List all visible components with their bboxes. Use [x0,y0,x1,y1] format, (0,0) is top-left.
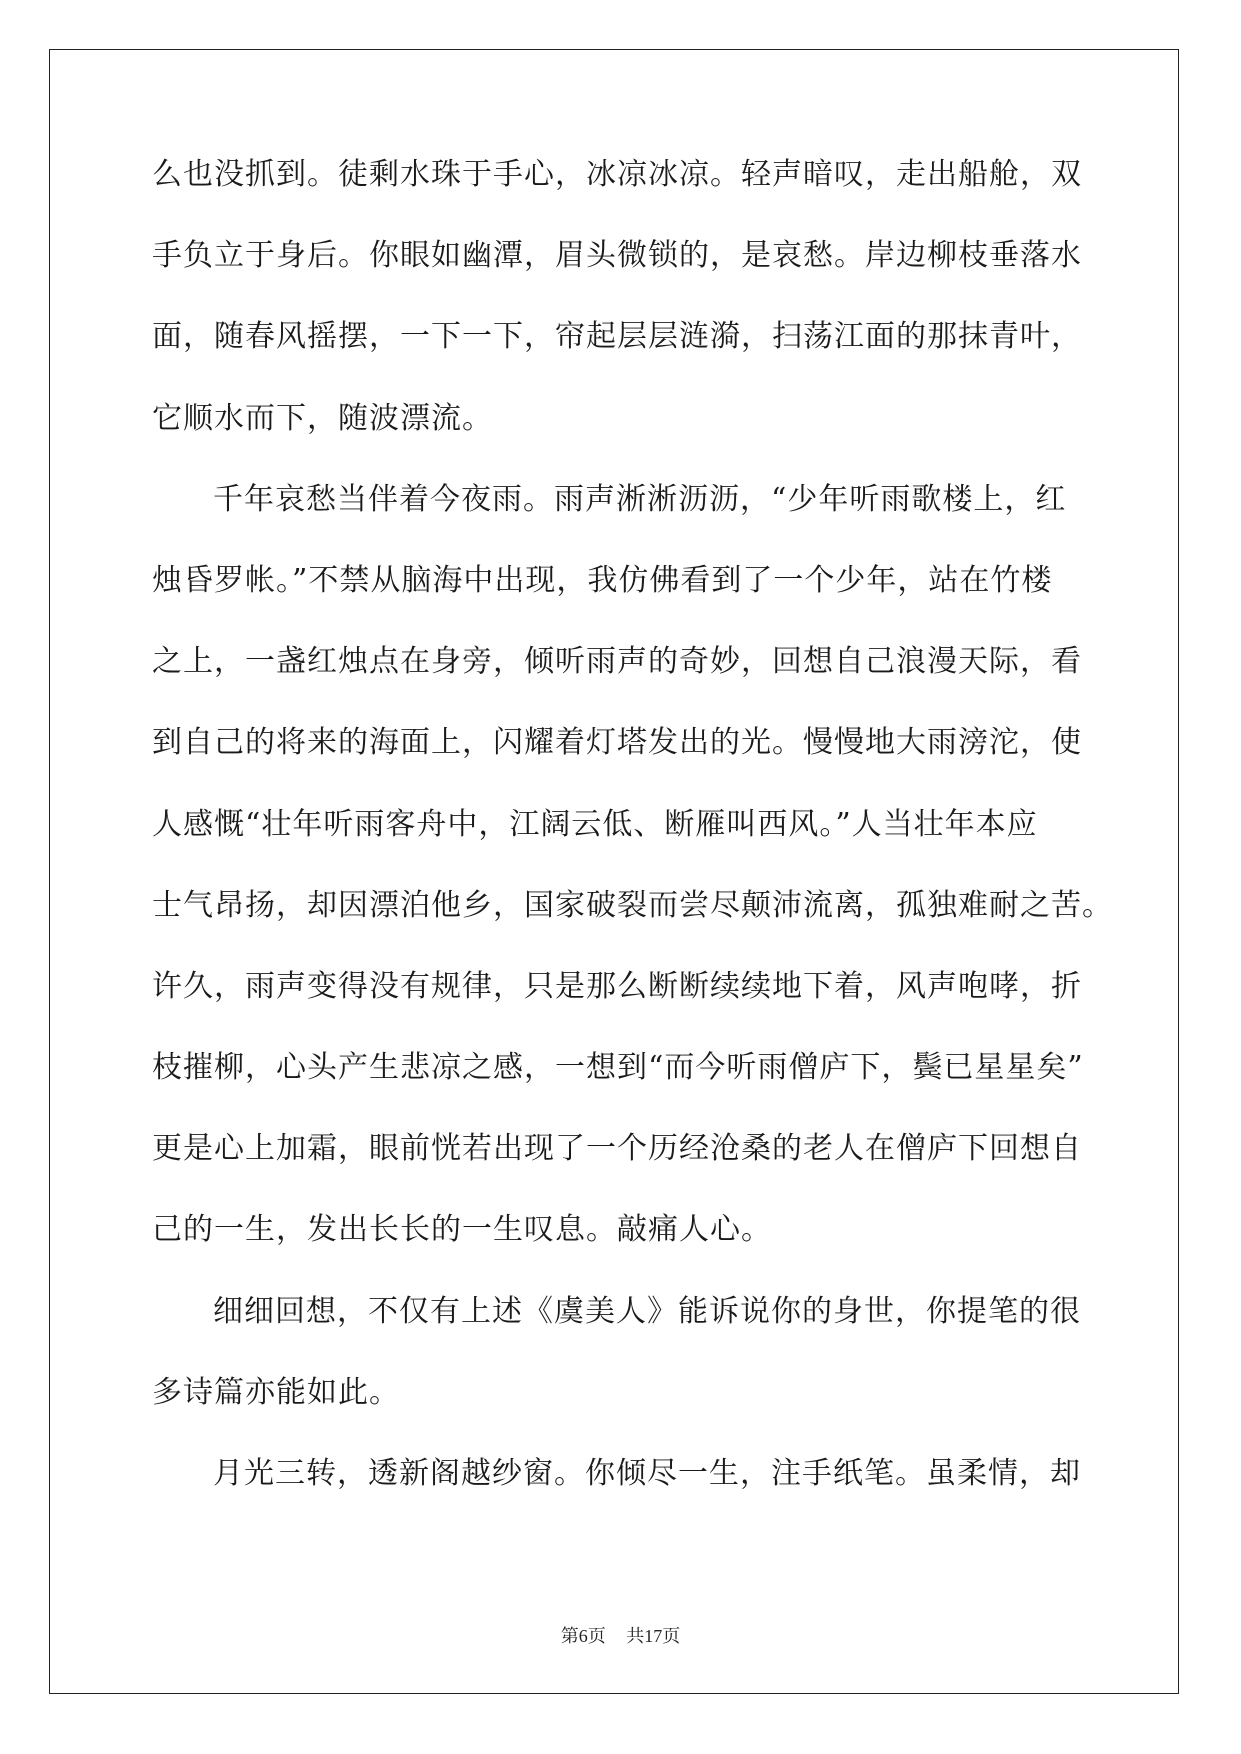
text-line: 面，随春风摇摆，一下一下，帘起层层涟漪，扫荡江面的那抹青叶， [152,319,1082,355]
paragraph-start-line: 月光三转，透新阁越纱窗。你倾尽一生，注手纸笔。虽柔情，却 [213,1456,1081,1491]
text-line: 么也没抓到。徒剩水珠于手心，冰凉冰凉。轻声暗叹，走出船舱，双 [152,157,1082,192]
text-line: 手负立于身后。你眼如幽潭，眉头微锁的，是哀愁。岸边柳枝垂落水 [152,238,1082,274]
text-line: 它顺水而下，随波漂流。 [152,400,493,436]
text-line: 多诗篇亦能如此。 [152,1374,400,1410]
text-line: 枝摧柳，心头产生悲凉之感，一想到“而今听雨僧庐下，鬓已星星矣” [152,1050,1084,1086]
text-line: 烛昏罗帐。”不禁从脑海中出现，我仿佛看到了一个少年，站在竹楼 [152,562,1053,598]
page-number: 第6页 [560,1626,606,1646]
text-line: 更是心上加霜，眼前恍若出现了一个历经沧桑的老人在僧庐下回想自 [152,1131,1082,1167]
text-line: 到自己的将来的海面上，闪耀着灯塔发出的光。慢慢地大雨滂沱，使 [152,725,1082,761]
page-footer [0,1626,1241,1646]
text-line: 许久，雨声变得没有规律，只是那么断断续续地下着，风声咆哮，折 [152,968,1082,1004]
text-line: 士气昂扬，却因漂泊他乡，国家破裂而尝尽颠沛流离，孤独难耐之苦。 [152,887,1113,923]
document-body [152,157,1113,1540]
text-line: 己的一生，发出长长的一生叹息。敲痛人心。 [152,1212,772,1248]
paragraph-start-line: 千年哀愁当伴着今夜雨。雨声淅淅沥沥，“少年听雨歌楼上，红 [213,481,1067,517]
page-total: 共17页 [626,1626,681,1646]
text-line: 之上，一盏红烛点在身旁，倾听雨声的奇妙，回想自己浪漫天际，看 [152,644,1082,680]
text-line: 人感慨“壮年听雨客舟中，江阔云低、断雁叫西风。”人当壮年本应 [152,806,1038,842]
paragraph-start-line: 细细回想，不仅有上述《虞美人》能诉说你的身世，你提笔的很 [213,1293,1081,1329]
